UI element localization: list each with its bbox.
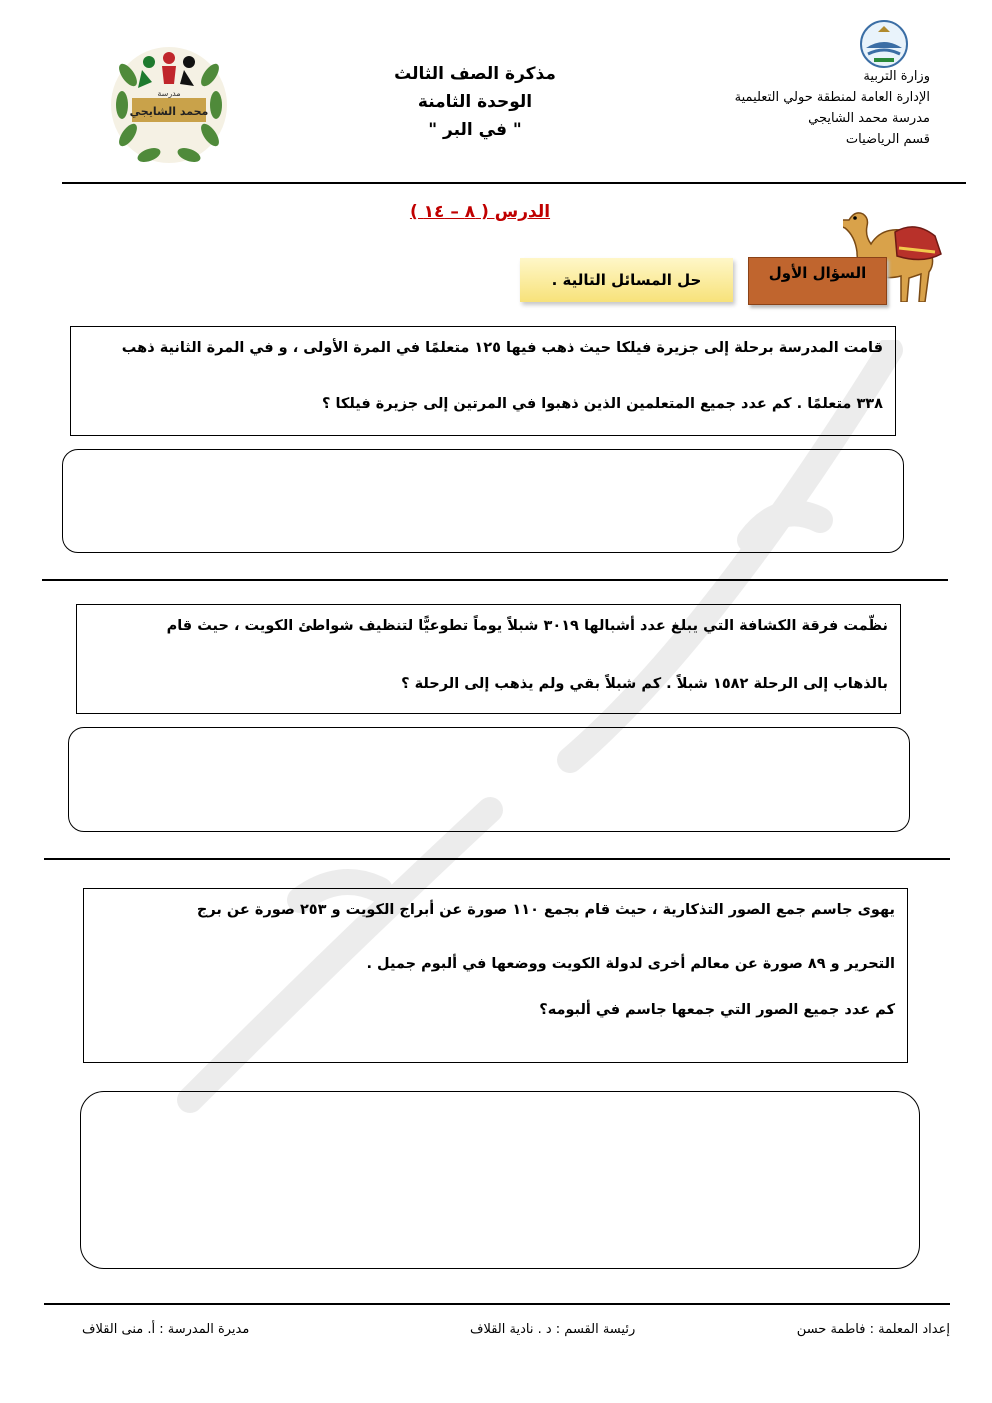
footer-divider: [44, 1303, 950, 1305]
problem-3-line-2: التحرير و ٨٩ صورة عن معالم أخرى لدولة الكويت ووضعها في ألبوم جميل .: [366, 956, 895, 972]
lesson-title: الدرس ( ٨ – ١٤ ): [409, 202, 551, 222]
directorate-name: الإدارة العامة لمنطقة حولي التعليمية: [734, 90, 930, 105]
section-divider-2: [44, 858, 950, 860]
svg-text:محمد الشايجي: محمد الشايجي: [129, 105, 209, 118]
svg-text:مدرسة: مدرسة: [157, 89, 181, 98]
footer-principal: مديرة المدرسة : أ. منى القلاف: [82, 1322, 250, 1337]
instruction-box: حل المسائل التالية .: [520, 258, 733, 302]
problem-1-line-2: ٣٣٨ متعلمًا . كم عدد جميع المتعلمين الذين ذهبوا في المرتين إلى جزيرة فيلكا ؟: [322, 396, 883, 412]
question-badge: السؤال الأول: [748, 257, 887, 305]
section-divider-1: [42, 579, 948, 581]
problem-3-line-3: كم عدد جميع الصور التي جمعها جاسم في ألبومه؟: [539, 1002, 895, 1018]
header-school-info: [670, 66, 930, 150]
department-name: قسم الرياضيات: [845, 132, 930, 147]
problem-3-box: [83, 888, 908, 1063]
unit-name: " في البر ": [428, 120, 522, 140]
problem-1-box: [70, 326, 896, 436]
footer-teacher: إعداد المعلمة : فاطمة حسن: [796, 1322, 950, 1337]
problem-3-line-1: يهوى جاسم جمع الصور التذكارية ، حيث قام بجمع ١١٠ صورة عن أبراج الكويت و ٢٥٣ صورة عن برج: [196, 902, 895, 918]
ministry-name: وزارة التربية: [863, 69, 930, 84]
problem-2-line-2: بالذهاب إلى الرحلة ١٥٨٢ شبلاً . كم شبلاً بقي ولم يذهب إلى الرحلة ؟: [401, 676, 888, 692]
answer-box-2[interactable]: [68, 727, 910, 832]
school-name: مدرسة محمد الشايجي: [808, 111, 930, 126]
school-logo-icon: [104, 40, 234, 170]
footer-department-head: رئيسة القسم : د . نادية القلاف: [470, 1322, 636, 1337]
ministry-emblem-icon: [858, 18, 910, 70]
problem-2-line-1: نظّمت فرقة الكشافة التي يبلغ عدد أشبالها ٣٠١٩ شبلاً يوماً تطوعيًّا لتنظيف شواطئ الكويت ، حيث قام: [166, 618, 888, 634]
answer-box-1[interactable]: [62, 449, 904, 553]
header-divider: [62, 182, 966, 184]
problem-2-box: [76, 604, 901, 714]
answer-box-3[interactable]: [80, 1091, 920, 1269]
header-title-block: [330, 60, 620, 144]
unit-title: الوحدة الثامنة: [417, 92, 533, 112]
page-title: مذكرة الصف الثالث: [394, 64, 556, 84]
problem-1-line-1: قامت المدرسة برحلة إلى جزيرة فيلكا حيث ذهب فيها ١٢٥ متعلمًا في المرة الأولى ، و في المرة الثانية ذهب: [121, 340, 883, 356]
